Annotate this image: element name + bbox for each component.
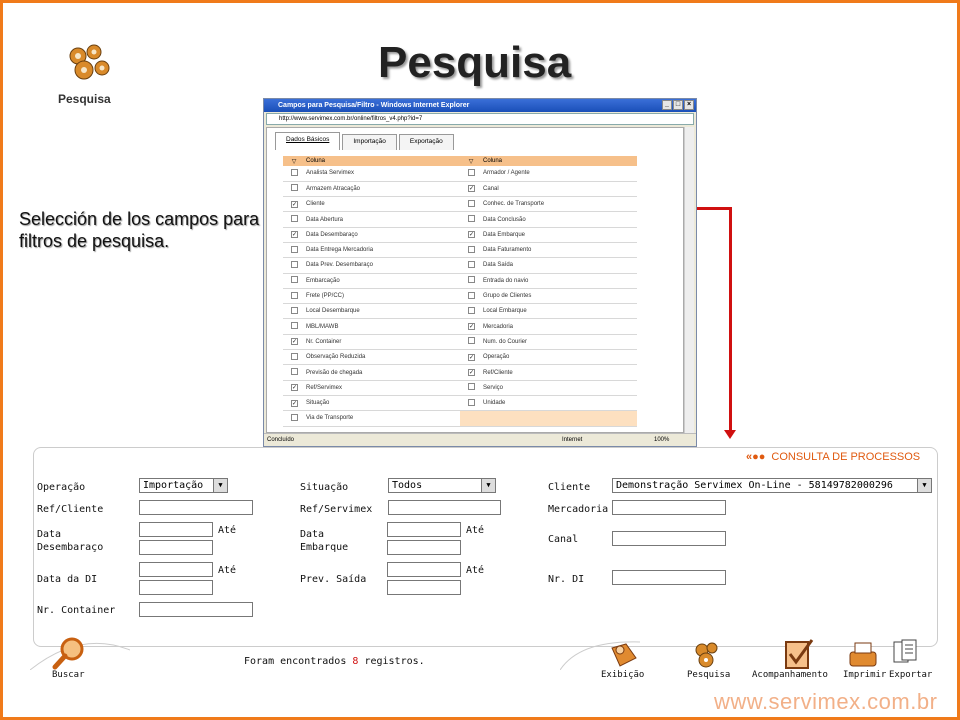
- ate-label: Até: [466, 565, 485, 576]
- field-checkbox[interactable]: ✓: [292, 201, 298, 208]
- field-label: Ref/Cliente: [480, 365, 637, 380]
- checkbox-cell: [460, 334, 480, 349]
- field-checkbox[interactable]: [291, 184, 298, 191]
- checkbox-cell: [460, 304, 480, 319]
- field-checkbox[interactable]: [291, 353, 298, 360]
- results-suffix: registros.: [364, 656, 425, 667]
- checkbox-cell: [283, 242, 303, 257]
- field-row: [283, 411, 637, 426]
- field-row: [283, 181, 637, 196]
- field-checkbox[interactable]: ✓: [292, 400, 298, 407]
- mercadoria-input[interactable]: [612, 500, 726, 515]
- field-row: [283, 227, 637, 242]
- column-header: Coluna: [303, 156, 460, 166]
- data-desembaraco-label-1: Data: [37, 529, 62, 540]
- data-desembaraco-label: [37, 528, 103, 554]
- field-checkbox[interactable]: [468, 246, 475, 253]
- cliente-label: Cliente: [548, 482, 591, 493]
- field-checkbox[interactable]: [291, 414, 298, 421]
- canal-label: Canal: [548, 534, 579, 545]
- tab-dados-basicos[interactable]: Dados Básicos: [275, 132, 340, 150]
- ref-servimex-input[interactable]: [388, 500, 501, 515]
- checkbox-cell: [460, 242, 480, 257]
- field-row: [283, 319, 637, 334]
- page-title: Pesquisa: [378, 38, 572, 87]
- arrow-line: [697, 207, 731, 210]
- field-checkbox[interactable]: [291, 307, 298, 314]
- checkbox-cell: [460, 273, 480, 288]
- field-checkbox[interactable]: [291, 169, 298, 176]
- field-row: [283, 288, 637, 303]
- field-row: [283, 395, 637, 410]
- browser-titlebar: [264, 99, 696, 112]
- field-row: [283, 304, 637, 319]
- checkbox-cell: [460, 181, 480, 196]
- situacao-value: Todos: [392, 480, 423, 491]
- field-checkbox[interactable]: ✓: [292, 232, 298, 239]
- nr-di-label: Nr. DI: [548, 574, 585, 585]
- acompanhamento-button[interactable]: Acompanhamento: [752, 670, 828, 680]
- status-text: Concluído: [267, 437, 295, 443]
- checkbox-cell: [283, 166, 303, 181]
- consulta-header: [746, 451, 920, 463]
- results-count: [244, 656, 425, 667]
- field-checkbox[interactable]: [291, 322, 298, 329]
- field-checkbox[interactable]: [468, 337, 475, 344]
- cliente-value: Demonstração Servimex On-Line - 58149782000296: [616, 480, 893, 491]
- field-label: Mercadoria: [480, 319, 637, 334]
- prev-saida-from[interactable]: [387, 562, 461, 577]
- results-number: 8: [352, 656, 359, 667]
- checkbox-cell: [283, 411, 303, 426]
- field-row: [283, 273, 637, 288]
- field-row: [283, 334, 637, 349]
- magnifier-icon[interactable]: [52, 636, 88, 670]
- field-checkbox[interactable]: [291, 292, 298, 299]
- field-label: Data Saída: [480, 258, 637, 273]
- checkbox-cell: [460, 395, 480, 410]
- browser-window: [263, 98, 697, 447]
- field-checkbox[interactable]: [291, 261, 298, 268]
- consulta-title: CONSULTA DE PROCESSOS: [771, 451, 921, 463]
- data-desembaraco-label-2: Desembaraço: [37, 542, 104, 553]
- field-label: Analista Servimex: [303, 166, 460, 181]
- field-label: Ref/Servimex: [303, 380, 460, 395]
- field-checkbox[interactable]: [468, 307, 475, 314]
- results-prefix: Foram encontrados: [244, 656, 347, 667]
- filter-icon: ▽: [283, 156, 303, 166]
- data-embarque-from[interactable]: [387, 522, 461, 537]
- tab-importacao[interactable]: Importação: [342, 134, 397, 150]
- data-desembaraco-from[interactable]: [139, 522, 213, 537]
- field-row: [283, 197, 637, 212]
- column-header: Coluna: [480, 156, 637, 166]
- chevron-down-icon[interactable]: ▼: [213, 479, 227, 492]
- caption-text: Selección de los campos para filtros de pesquisa.: [19, 209, 260, 251]
- field-label: Via de Transporte: [303, 411, 460, 426]
- address-text: http://www.servimex.com.br/online/filtros_v4.php?id=7: [279, 116, 423, 122]
- browser-title: Campos para Pesquisa/Filtro - Windows Internet Explorer: [278, 102, 470, 109]
- checkbox-cell: [460, 258, 480, 273]
- checkbox-cell: [283, 350, 303, 365]
- checkbox-cell: [283, 319, 303, 334]
- maximize-icon[interactable]: □: [673, 100, 683, 110]
- canal-input[interactable]: [612, 531, 726, 546]
- checkbox-cell: [460, 212, 480, 227]
- chevron-arrows-icon: «●●: [746, 451, 766, 463]
- checkbox-cell: [460, 350, 480, 365]
- field-checkbox[interactable]: [468, 383, 475, 390]
- imprimir-button[interactable]: Imprimir: [843, 670, 887, 680]
- exportar-button[interactable]: Exportar: [889, 670, 933, 680]
- exibicao-button[interactable]: Exibição: [601, 670, 645, 680]
- data-di-to[interactable]: [139, 580, 213, 595]
- field-label: Grupo de Clientes: [480, 288, 637, 303]
- data-di-from[interactable]: [139, 562, 213, 577]
- ate-label: Até: [466, 525, 485, 536]
- data-di-label: Data da DI: [37, 574, 98, 585]
- fields-table: [283, 156, 637, 427]
- field-row: [283, 350, 637, 365]
- field-checkbox[interactable]: ✓: [469, 232, 475, 239]
- checkbox-cell: [283, 273, 303, 288]
- checklist-icon[interactable]: [782, 638, 816, 670]
- checkbox-cell: [283, 181, 303, 196]
- checkbox-cell: [283, 304, 303, 319]
- tab-strip: [275, 132, 456, 148]
- checkbox-cell: [460, 197, 480, 212]
- prev-saida-to[interactable]: [387, 580, 461, 595]
- checkbox-cell: [460, 365, 480, 380]
- data-embarque-label-1: Data: [300, 529, 325, 540]
- field-label: Situação: [303, 395, 460, 410]
- field-label: Data Faturamento: [480, 242, 637, 257]
- field-label: Previsão de chegada: [303, 365, 460, 380]
- checkbox-cell: [283, 334, 303, 349]
- field-label: Embarcação: [303, 273, 460, 288]
- filter-icon: ▽: [460, 156, 480, 166]
- field-checkbox[interactable]: ✓: [292, 385, 298, 392]
- field-row: [283, 258, 637, 273]
- data-embarque-to[interactable]: [387, 540, 461, 555]
- field-checkbox[interactable]: ✓: [469, 186, 475, 193]
- empty-cell: [460, 411, 480, 426]
- data-embarque-label-2: Embarque: [300, 542, 349, 553]
- arrow-head-icon: [724, 430, 736, 439]
- checkbox-cell: [283, 197, 303, 212]
- field-checkbox[interactable]: [468, 200, 475, 207]
- printer-icon[interactable]: [846, 640, 880, 670]
- operacao-value: Importação: [143, 480, 204, 491]
- ref-servimex-label: Ref/Servimex: [300, 504, 373, 515]
- cliente-select[interactable]: [612, 478, 932, 493]
- field-checkbox[interactable]: ✓: [469, 324, 475, 331]
- field-checkbox[interactable]: [468, 276, 475, 283]
- field-label: Frete (PP/CC): [303, 288, 460, 303]
- field-checkbox[interactable]: [291, 276, 298, 283]
- field-label: Serviço: [480, 380, 637, 395]
- exibicao-icon[interactable]: [606, 640, 642, 670]
- field-checkbox[interactable]: [291, 215, 298, 222]
- checkbox-cell: [460, 288, 480, 303]
- situacao-select[interactable]: [388, 478, 496, 493]
- field-checkbox[interactable]: [291, 368, 298, 375]
- checkbox-cell: [283, 258, 303, 273]
- field-label: Data Abertura: [303, 212, 460, 227]
- minimize-icon[interactable]: _: [662, 100, 672, 110]
- logo-label: Pesquisa: [58, 92, 111, 106]
- pesquisa-button[interactable]: Pesquisa: [687, 670, 731, 680]
- field-label: Unidade: [480, 395, 637, 410]
- field-row: [283, 242, 637, 257]
- field-label: Observação Reduzida: [303, 350, 460, 365]
- data-embarque-label: [300, 528, 348, 554]
- status-bar: [264, 433, 696, 446]
- footer-url: www.servimex.com.br: [714, 689, 938, 714]
- field-label: Local Desembarque: [303, 304, 460, 319]
- checkbox-cell: [283, 365, 303, 380]
- close-icon[interactable]: ×: [684, 100, 694, 110]
- browser-content: [266, 127, 684, 433]
- field-checkbox[interactable]: ✓: [469, 354, 475, 361]
- field-checkbox[interactable]: [468, 292, 475, 299]
- field-checkbox[interactable]: [468, 169, 475, 176]
- field-label: Data Entrega Mercadoria: [303, 242, 460, 257]
- nr-container-input[interactable]: [139, 602, 253, 617]
- checkbox-cell: [460, 380, 480, 395]
- field-label: Local Embarque: [480, 304, 637, 319]
- prev-saida-label: Prev. Saída: [300, 574, 367, 585]
- data-desembaraco-to[interactable]: [139, 540, 213, 555]
- field-label: Conhec. de Transporte: [480, 197, 637, 212]
- ref-cliente-label: Ref/Cliente: [37, 504, 104, 515]
- scrollbar[interactable]: [684, 127, 694, 433]
- field-label: Data Conclusão: [480, 212, 637, 227]
- field-label: Entrada do navio: [480, 273, 637, 288]
- field-row: [283, 380, 637, 395]
- checkbox-cell: [283, 288, 303, 303]
- export-documents-icon[interactable]: [892, 638, 924, 668]
- field-label: Armador / Agente: [480, 166, 637, 181]
- field-label: Num. do Courier: [480, 334, 637, 349]
- checkbox-cell: [460, 319, 480, 334]
- gears-icon[interactable]: [692, 640, 722, 670]
- field-label: MBL/MAWB: [303, 319, 460, 334]
- checkbox-cell: [283, 227, 303, 242]
- field-label: Operação: [480, 350, 637, 365]
- checkbox-cell: [283, 380, 303, 395]
- field-checkbox[interactable]: [468, 261, 475, 268]
- address-bar[interactable]: [266, 113, 694, 125]
- checkbox-cell: [283, 212, 303, 227]
- field-row: [283, 365, 637, 380]
- operacao-select[interactable]: [139, 478, 228, 493]
- checkbox-cell: [460, 166, 480, 181]
- empty-cell: [480, 411, 637, 426]
- operacao-label: Operação: [37, 482, 86, 493]
- nr-container-label: Nr. Container: [37, 605, 116, 616]
- field-checkbox[interactable]: ✓: [469, 370, 475, 376]
- mercadoria-label: Mercadoria: [548, 504, 609, 515]
- checkbox-cell: [283, 395, 303, 410]
- field-checkbox[interactable]: [291, 246, 298, 253]
- arrow-line: [729, 207, 732, 432]
- zoom-level[interactable]: 100%: [654, 437, 670, 443]
- field-label: Data Embarque: [480, 227, 637, 242]
- field-label: Cliente: [303, 197, 460, 212]
- field-row: [283, 166, 637, 181]
- field-label: Data Prev. Desembaraço: [303, 258, 460, 273]
- ate-label: Até: [218, 565, 237, 576]
- chevron-down-icon[interactable]: ▼: [917, 479, 931, 492]
- ate-label: Até: [218, 525, 237, 536]
- nr-di-input[interactable]: [612, 570, 726, 585]
- field-label: Armazem Atracação: [303, 181, 460, 196]
- field-checkbox[interactable]: ✓: [292, 339, 298, 346]
- tab-exportacao[interactable]: Exportação: [399, 134, 454, 150]
- field-row: [283, 212, 637, 227]
- field-checkbox[interactable]: [468, 215, 475, 222]
- situacao-label: Situação: [300, 482, 349, 493]
- field-label: Canal: [480, 181, 637, 196]
- ref-cliente-input[interactable]: [139, 500, 253, 515]
- field-checkbox[interactable]: [468, 399, 475, 406]
- buscar-button[interactable]: Buscar: [52, 670, 85, 680]
- internet-zone: Internet: [562, 437, 583, 443]
- field-label: Data Desembaraço: [303, 227, 460, 242]
- chevron-down-icon[interactable]: ▼: [481, 479, 495, 492]
- field-label: Nr. Container: [303, 334, 460, 349]
- checkbox-cell: [460, 227, 480, 242]
